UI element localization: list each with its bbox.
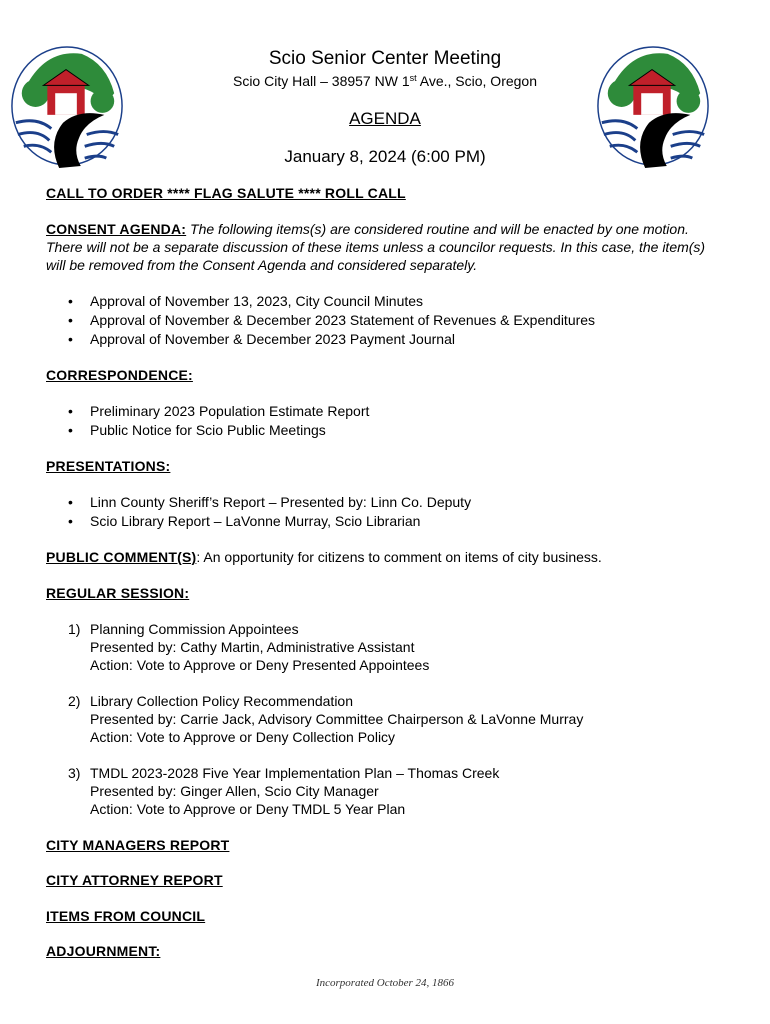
item-action: Action: Vote to Approve or Deny Presented Appointees — [90, 657, 430, 673]
public-comment-paragraph — [46, 548, 716, 566]
item-number: 2) — [68, 693, 81, 709]
incorporated-footer: Incorporated October 24, 1866 — [315, 977, 455, 989]
agenda-body — [46, 184, 716, 960]
adjournment-heading: ADJOURNMENT: — [46, 943, 161, 959]
call-to-order-heading: CALL TO ORDER **** FLAG SALUTE **** ROLL CALL — [46, 185, 406, 201]
meeting-date: January 8, 2024 (6:00 PM) — [284, 147, 486, 166]
item-action: Action: Vote to Approve or Deny TMDL 5 Year Plan — [90, 801, 406, 817]
item-title: TMDL 2023-2028 Five Year Implementation Plan – Thomas Creek — [90, 765, 500, 781]
correspondence-list — [46, 402, 716, 440]
city-attorney-report-heading: CITY ATTORNEY REPORT — [46, 872, 223, 888]
agenda-item — [68, 620, 716, 674]
item-number: 3) — [68, 765, 81, 781]
list-item: • Public Notice for Scio Public Meetings — [90, 421, 716, 440]
agenda-item — [68, 764, 716, 818]
item-presenter: Presented by: Carrie Jack, Advisory Committee Chairperson & LaVonne Murray — [90, 711, 584, 727]
agenda-item — [68, 692, 716, 746]
regular-session-list — [46, 620, 716, 818]
meeting-address — [0, 71, 770, 91]
agenda-label: AGENDA — [349, 109, 421, 128]
presentations-list — [46, 493, 716, 531]
city-managers-report-heading: CITY MANAGERS REPORT — [46, 837, 230, 853]
meeting-title: Scio Senior Center Meeting — [268, 48, 502, 69]
item-presenter: Presented by: Cathy Martin, Administrative Assistant — [90, 639, 415, 655]
list-item: • Approval of November & December 2023 Statement of Revenues & Expenditures — [90, 311, 716, 330]
address-main: Scio City Hall – 38957 NW 1 — [232, 73, 410, 89]
address-rest: Ave., Scio, Oregon — [416, 73, 538, 89]
consent-agenda-description: The following items(s) are considered routine and will be enacted by one motion. There will not be a separate discussion of these items unless a councilor requests. In this case, the item(s) will be removed from the Consent Agenda and considered separately. — [46, 221, 706, 273]
address-ordinal: st — [409, 73, 417, 83]
presentations-heading: PRESENTATIONS: — [46, 458, 171, 474]
regular-session-heading: REGULAR SESSION: — [46, 585, 190, 601]
list-item: • Linn County Sheriff’s Report – Presented by: Linn Co. Deputy — [90, 493, 716, 512]
consent-agenda-heading: CONSENT AGENDA: — [46, 221, 187, 237]
public-comment-text: : An opportunity for citizens to comment on items of city business. — [196, 549, 602, 565]
public-comment-heading: PUBLIC COMMENT(S) — [46, 549, 197, 565]
list-item: • Scio Library Report – LaVonne Murray, Scio Librarian — [90, 512, 716, 531]
consent-items-list — [46, 292, 716, 349]
list-item: • Approval of November 13, 2023, City Council Minutes — [90, 292, 716, 311]
list-item: • Approval of November & December 2023 Payment Journal — [90, 330, 716, 349]
list-item: • Preliminary 2023 Population Estimate Report — [90, 402, 716, 421]
agenda-header — [0, 47, 770, 168]
item-presenter: Presented by: Ginger Allen, Scio City Manager — [90, 783, 379, 799]
item-title: Planning Commission Appointees — [90, 621, 299, 637]
item-title: Library Collection Policy Recommendation — [90, 693, 354, 709]
item-number: 1) — [68, 621, 81, 637]
items-from-council-heading: ITEMS FROM COUNCIL — [46, 908, 206, 924]
correspondence-heading: CORRESPONDENCE: — [46, 367, 193, 383]
item-action: Action: Vote to Approve or Deny Collection Policy — [90, 729, 396, 745]
consent-agenda-paragraph — [46, 220, 716, 274]
